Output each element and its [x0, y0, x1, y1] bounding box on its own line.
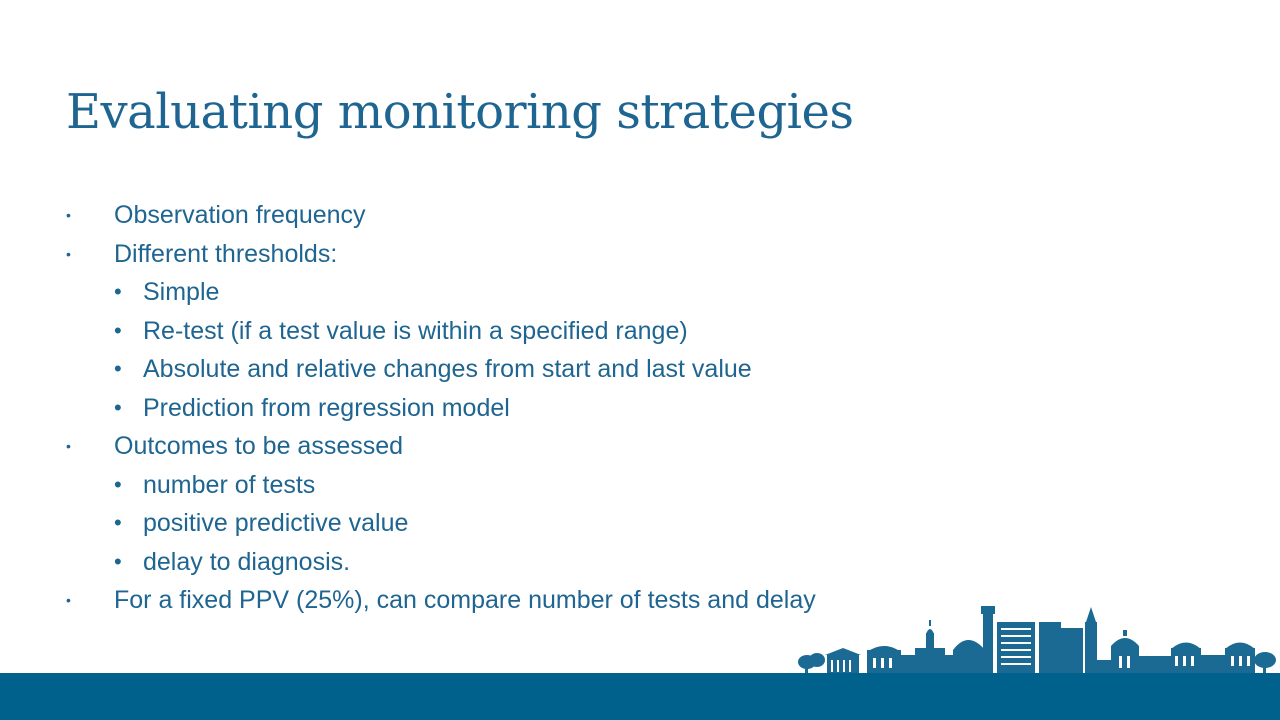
bullet-mark: • — [114, 394, 122, 420]
bullet-text: delay to diagnosis. — [143, 547, 351, 576]
sub-bullet-item — [0, 504, 1000, 543]
sub-bullet-item — [0, 350, 1000, 389]
bullet-mark: • — [114, 279, 122, 304]
bullet-text: For a fixed PPV (25%), can compare number of tests and delay — [114, 586, 816, 614]
bullet-mark: • — [66, 245, 71, 262]
bullet-text: Prediction from regression model — [143, 393, 510, 422]
bullet-mark: • — [66, 592, 71, 608]
city-skyline-icon — [795, 600, 1280, 675]
bullet-text: Absolute and relative changes from start and last value — [143, 355, 752, 383]
bullet-mark: • — [66, 438, 71, 454]
bullet-text: Re-test (if a test value is within a specified range) — [143, 316, 688, 345]
bullet-text: Simple — [143, 278, 220, 306]
bullet-text: Outcomes to be assessed — [114, 432, 404, 460]
sub-bullet-item — [0, 389, 1000, 428]
footer-bar — [0, 673, 1280, 720]
bullet-list — [0, 196, 1000, 620]
bullet-item — [0, 427, 1000, 466]
bullet-text: Different thresholds: — [114, 239, 338, 268]
bullet-mark: • — [114, 317, 122, 343]
bullet-mark: • — [114, 471, 122, 497]
bullet-mark: • — [66, 207, 71, 223]
slide-title: Evaluating monitoring strategies — [66, 84, 854, 140]
sub-bullet-item — [0, 466, 1000, 505]
sub-bullet-item — [0, 273, 1000, 312]
bullet-mark: • — [114, 548, 122, 574]
sub-bullet-item — [0, 312, 1000, 351]
bullet-text: positive predictive value — [143, 509, 409, 537]
bullet-text: number of tests — [143, 470, 316, 499]
bullet-text: Observation frequency — [114, 201, 366, 229]
bullet-mark: • — [114, 356, 122, 381]
bullet-item — [0, 196, 1000, 235]
sub-bullet-item — [0, 543, 1000, 582]
bullet-mark: • — [114, 510, 122, 535]
bullet-item — [0, 235, 1000, 274]
